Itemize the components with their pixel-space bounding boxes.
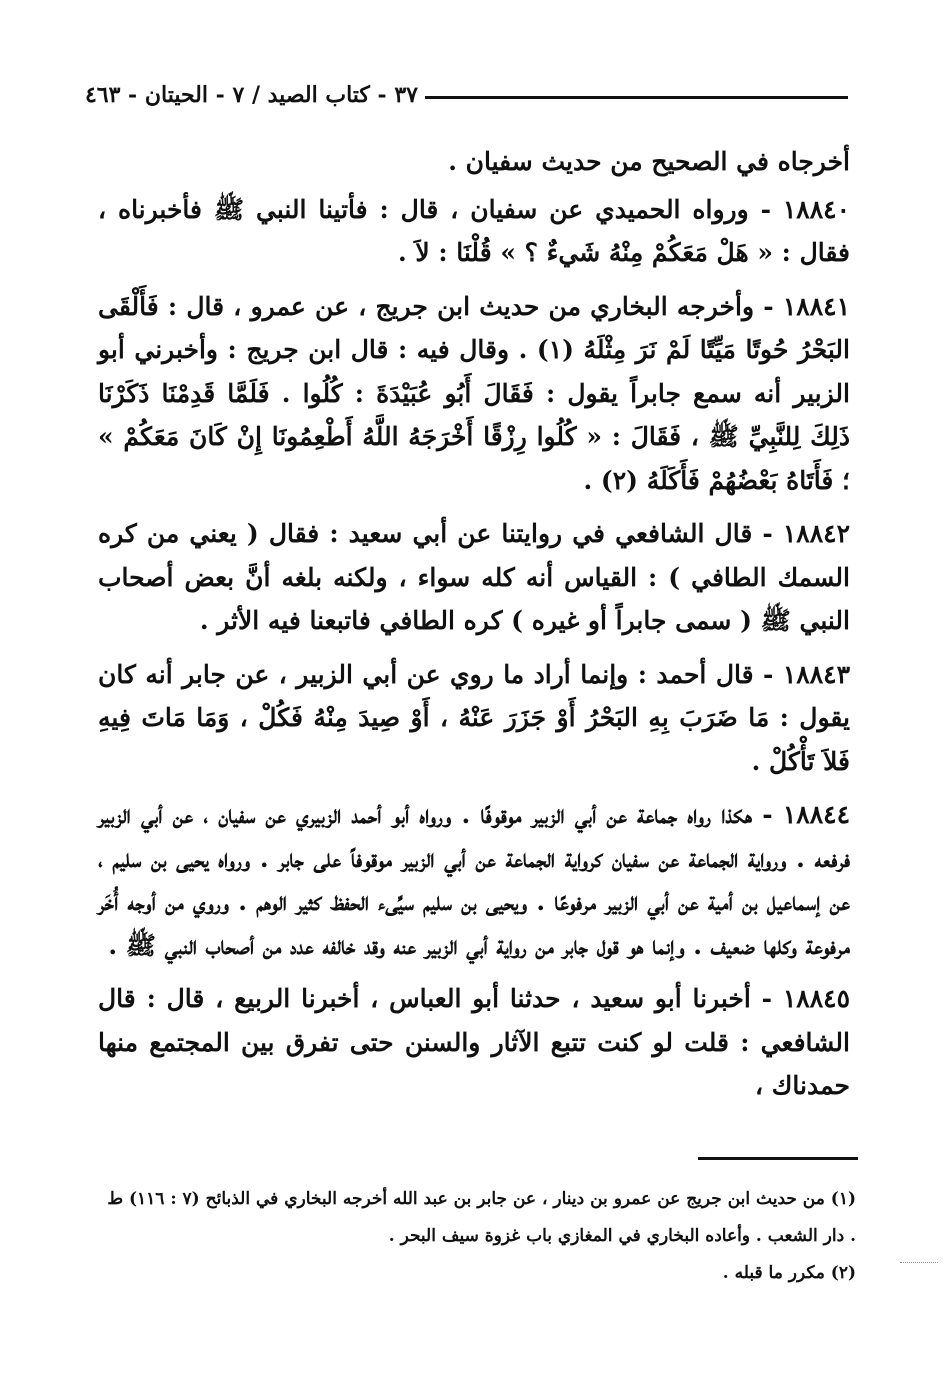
- paragraph: ١٨٨٤١ - وأخرجه البخاري من حديث ابن جريج ، عن عمرو ، قال : فَأَلْقَى البَحْرُ حُوتًا مَيِّتًا لَمْ نَرَ مِثْلَهُ (١) . وقال فيه : قال ابن جريج : وأخبرني أبو الزبير أنه سمع جابراً يقول : فَقَالَ أَبُو عُبَيْدَةَ : كُلُوا . فَلَمَّا قَدِمْنَا ذَكَرْنَا ذَلِكَ لِلنَّبِيِّ ﷺ ، فَقَالَ : « كُلُوا رِزْقًا أَخْرَجَهُ اللَّهُ أَطْعِمُونَا إِنْ كَانَ مَعَكُمْ » ؛ فَأَتَاهُ بَعْضُهُمْ فَأَكَلَهُ (٢) .: [98, 291, 850, 495]
- paragraph: ١٨٨٤٢ - قال الشافعي في روايتنا عن أبي سعيد : فقال ( يعني من كره السمك الطافي ) : القياس أنه كله سواء ، ولكنه بلغه أنَّ بعض أصحاب النبي ﷺ ( سمى جابراً أو غيره ) كره الطافي فاتبعنا فيه الأثر .: [98, 519, 850, 635]
- running-header: ٣٧ - كتاب الصيد / ٧ - الحيتان - ٤٦٣: [84, 82, 418, 108]
- paragraph: أخرجاه في الصحيح من حديث سفيان .: [448, 147, 850, 176]
- paragraph: ١٨٨٤٥ - أخبرنا أبو سعيد ، حدثنا أبو العباس ، أخبرنا الربيع ، قال : قال الشافعي : قلت لو كنت تتبع الآثار والسنن حتى تفرق بين المجتمع منها حمدناك ،: [98, 984, 850, 1100]
- footnotes: [98, 1181, 856, 1292]
- footnote-rule: [698, 1157, 858, 1160]
- paragraph: ١٨٨٤٠ - ورواه الحميدي عن سفيان ، قال : فأتينا النبي ﷺ فأخبرناه ، فقال : « هَلْ مَعَكُمْ مِنْهُ شَيءٌ ؟ » قُلْنَا : لاَ .: [98, 194, 850, 267]
- header-rule: [425, 96, 848, 99]
- page-edge-mark: [900, 1262, 938, 1264]
- footnote: (١) من حديث ابن جريج عن عمرو بن دينار ، عن جابر بن عبد الله أخرجه البخاري في الذبائح (٧ : ١١٦) ط . دار الشعب . وأعاده البخاري في المغازي باب غزوة سيف البحر .: [107, 1189, 856, 1246]
- main-text: [98, 140, 850, 1118]
- paragraph: ١٨٨٤٣ - قال أحمد : وإنما أراد ما روي عن أبي الزبير ، عن جابر أنه كان يقول : مَا ضَرَبَ بِهِ البَحْرُ أَوْ جَزَرَ عَنْهُ ، أَوْ صِيدَ مِنْهُ فَكُلْ ، وَمَا مَاتَ فِيهِ فَلاَ تَأْكُلْ .: [98, 659, 850, 776]
- paragraph: ١٨٨٤٤ - هكذا رواه جماعة عن أبي الزبير موقوفًا . ورواه أبو أحمد الزبيري عن سفيان ، عن أبي الزبير فرفعه . ورواية الجماعة عن سفيان كرواية الجماعة عن أبي الزبير موقوفاً على جابر . ورواه يحيى بن سليم ، عن إسماعيل بن أمية عن أبي الزبير مرفوعًا . ويحيى بن سليم سيِّىء الحفظ كثير الوهم . وروي من أوجه أُخَر مرفوعة وكلها ضعيف . وإنما هو قول جابر من رواية أبي الزبير عنه وقد خالفه عدد من أصحاب النبي ﷺ .: [98, 800, 850, 960]
- footnote: (٢) مكرر ما قبله .: [722, 1263, 856, 1283]
